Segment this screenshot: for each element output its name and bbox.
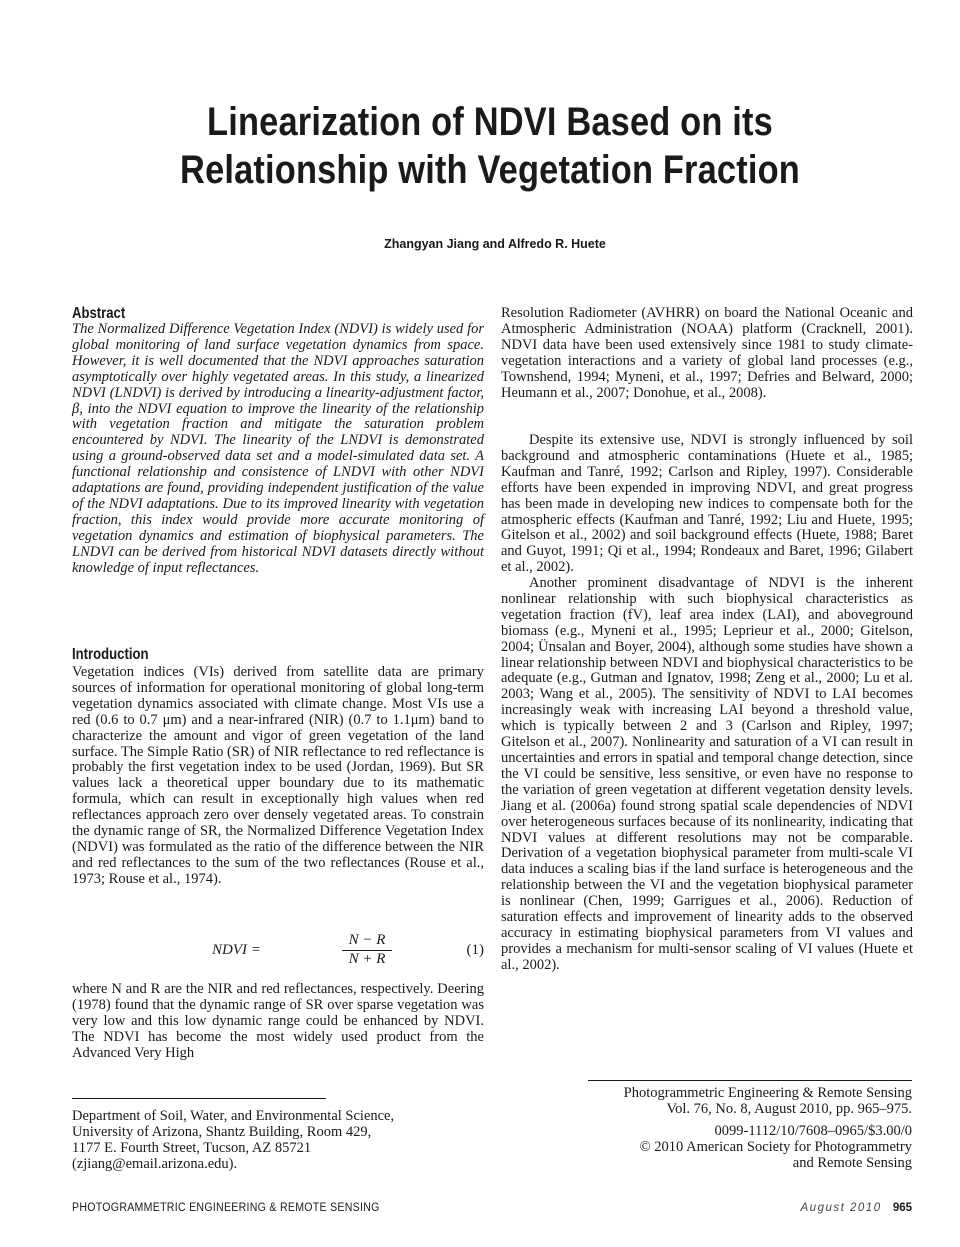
paper-title (120, 98, 860, 194)
journal-issn: 0099-1112/10/7608–0965/$3.00/0 (714, 1123, 912, 1139)
introduction-heading: Introduction (72, 646, 149, 663)
authors: Zhangyan Jiang and Alfredo R. Huete (384, 237, 606, 251)
equation-denominator: N + R (348, 951, 386, 967)
equation-number: (1) (466, 942, 484, 958)
affiliation-line: Department of Soil, Water, and Environmental Science, (72, 1108, 395, 1124)
copyright-line: © 2010 American Society for Photogrammetry (639, 1139, 912, 1155)
title-line-1: Linearization of NDVI Based on its (207, 100, 773, 144)
equation-fraction (342, 932, 392, 968)
equation-1 (72, 930, 484, 970)
page-number: 965 (892, 1202, 912, 1214)
title-line-2: Relationship with Vegetation Fraction (180, 148, 800, 192)
journal-rule (588, 1080, 912, 1081)
journal-info (560, 1085, 912, 1171)
equation-lhs: NDVI = (212, 942, 261, 958)
right-paragraph-1: Resolution Radiometer (AVHRR) on board the National Oceanic and Atmospheric Administration (NOAA) platform (Cracknell, 2001). NDVI data have been used extensively since 1981 to study climate-vegetation interactions and a variety of global land processes (e.g., Townshend, 1994; Myneni, et al., 1997; Defries and Belward, 2000; Heumann et al., 2007; Donohue, et al., 2008). (501, 305, 913, 401)
journal-volume: Vol. 76, No. 8, August 2010, pp. 965–975. (666, 1101, 912, 1117)
footer-date: August 2010 (800, 1202, 882, 1214)
right-paragraph-2: Despite its extensive use, NDVI is strongly influenced by soil background and atmospheric contaminations (Huete et al., 1985; Kaufman and Tanré, 1992; Carlson and Ripley, 1997). Considerable efforts have been expended in improving NDVI, and great progress has been made in developing new indices to compensate both for the atmospheric effects (Kaufman and Tanré, 1992; Liu and Huete, 1995; Gitelson et al., 2002) and soil background effects (Huete, 1988; Baret and Guyot, 1991; Qi et al., 1994; Rondeaux and Baret, 1996; Gilabert et al., 2002). (501, 432, 913, 576)
abstract-heading: Abstract (72, 305, 126, 322)
author-affiliation (72, 1108, 492, 1172)
right-paragraph-3: Another prominent disadvantage of NDVI is the inherent nonlinear relationship with such biophysical characteristics as vegetation fraction (fV), leaf area index (LAI), and aboveground biomass (e.g., Myneni et al., 1995; Leprieur et al., 2000; Gitelson, 2004; Ünsalan and Boyer, 2004), although some studies have shown a linear relationship between NDVI and biophysical characteristics to be adequate (e.g., Gutman and Ignatov, 1998; Zeng et al., 2000; Lu et al. 2003; Wang et al., 2005). The sensitivity of NDVI to LAI becomes increasingly weak with increasing LAI beyond a threshold value, which is typically between 2 and 3 (Carlson and Ripley, 1997; Gitelson et al., 2007). Nonlinearity and saturation of a VI can result in uncertainties and errors in spatial and temporal change detection, since the VI could be sensitive, less sensitive, or even have no response to the variation of green vegetation at different vegetation density levels. Jiang et al. (2006a) found strong spatial scale dependencies of NDVI over heterogeneous surfaces because of its nonlinearity, indicating that NDVI values at different resolutions may not be comparable. Derivation of a vegetation biophysical parameter from multi-scale VI data induces a scaling bias if the land surface is heterogeneous and the relationship between the VI and the vegetation biophysical parameter is nonlinear (Chen, 1999; Garrigues et al., 2006). Reduction of saturation effects and improvement of linearity adds to the observed accuracy in estimating biophysical parameters from VI values and provides a mechanism for multi-sensor scaling of VI values (Huete et al., 2002). (501, 575, 913, 973)
intro-paragraph-2: where N and R are the NIR and red reflectances, respectively. Deering (1978) found that the dynamic range of SR over sparse vegetation was very low and this low dynamic range could be enhanced by NDVI. The NDVI has become the most widely used product from the Advanced Very High (72, 981, 484, 1061)
journal-name: Photogrammetric Engineering & Remote Sensing (623, 1085, 912, 1101)
intro-paragraph-1: Vegetation indices (VIs) derived from satellite data are primary sources of information for operational monitoring of global long-term vegetation dynamics associated with climate change. Most VIs use a red (0.6 to 0.7 μm) and a near-infrared (NIR) (0.7 to 1.1μm) band to characterize the amount and vigor of green vegetation of the land surface. The Simple Ratio (SR) of NIR reflectance to red reflectance is probably the first vegetation index to be used (Jordan, 1969). But SR values lack a theoretical upper boundary due to its mathematic formula, which can result in exceptionally high values when red reflectances approach zero over densely vegetated areas. To constrain the dynamic range of SR, the Normalized Difference Vegetation Index (NDVI) was formulated as the ratio of the difference between the NIR and red reflectances to the sum of the two reflectances (Rouse et al., 1973; Rouse et al., 1974). (72, 664, 484, 887)
equation-numerator: N − R (342, 932, 392, 951)
affiliation-rule (72, 1098, 326, 1099)
footer-right (801, 1202, 912, 1214)
copyright-line: and Remote Sensing (792, 1155, 912, 1171)
affiliation-line: University of Arizona, Shantz Building, Room 429, (72, 1124, 372, 1140)
affiliation-email: (zjiang@email.arizona.edu). (72, 1156, 238, 1172)
abstract-text: The Normalized Difference Vegetation Index (NDVI) is widely used for global monitoring of land surface vegetation dynamics from space. However, it is well documented that the NDVI approaches saturation asymptotically over highly vegetated areas. In this study, a linearized NDVI (LNDVI) is derived by introducing a linearity-adjustment factor, β, into the NDVI equation to improve the linearity of the relationship with vegetation fraction and mitigate the saturation problem encountered by NDVI. The linearity of the LNDVI is demonstrated using a ground-observed data set and a model-simulated data set. A functional relationship and consistence of LNDVI with other NDVI adaptations are found, providing independent justification of the value of the NDVI adaptations. Due to its improved linearity with vegetation fraction, this index would provide more accurate monitoring of vegetation dynamics and estimation of biophysical parameters. The LNDVI can be derived from historical NDVI datasets directly without knowledge of input reflectances. (72, 321, 484, 576)
footer-journal-name: PHOTOGRAMMETRIC ENGINEERING & REMOTE SENSING (72, 1202, 380, 1214)
affiliation-line: 1177 E. Fourth Street, Tucson, AZ 85721 (72, 1140, 312, 1156)
